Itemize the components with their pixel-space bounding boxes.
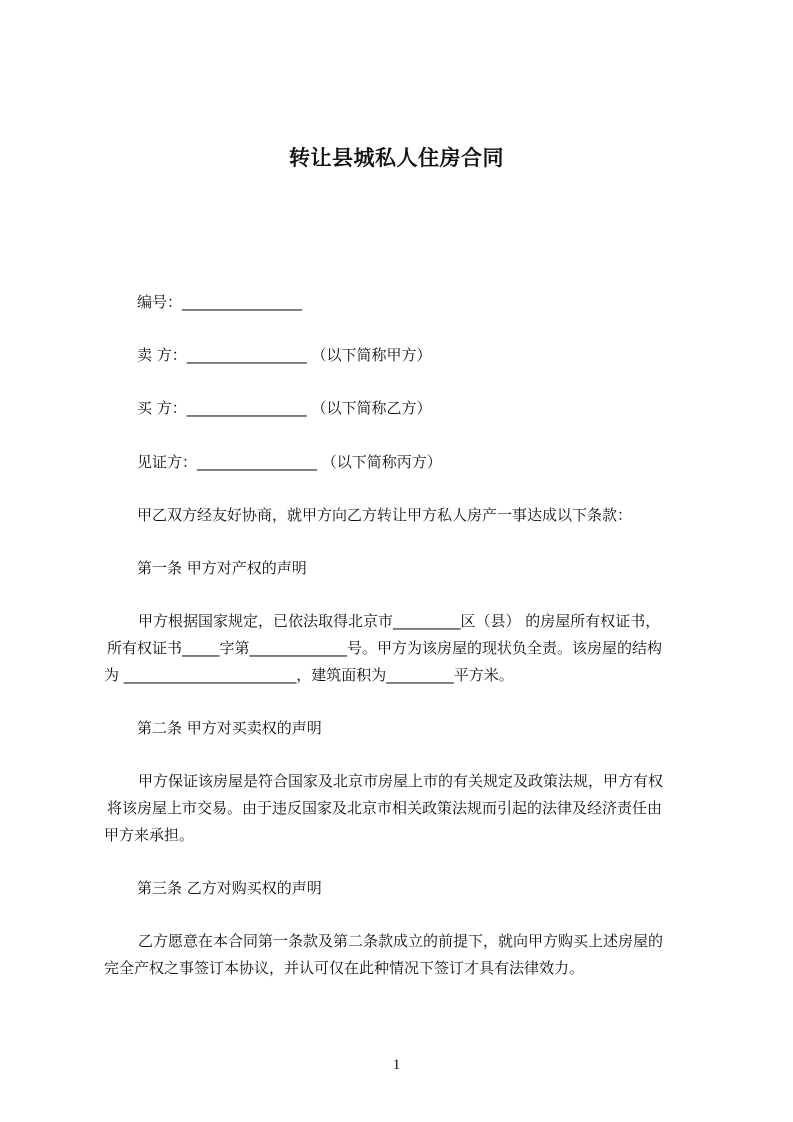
intro-paragraph: 甲乙双方经友好协商，就甲方向乙方转让甲方私人房产一事达成以下条款： bbox=[137, 506, 633, 524]
article-1-line-1: 甲方根据国家规定，已依法取得北京市_________区（县） 的房屋所有权证书， bbox=[138, 612, 661, 630]
seller-field: 卖 方：________________ （以下简称甲方） bbox=[137, 346, 432, 364]
article-2-line-2: 将该房屋上市交易。由于违反国家及北京市相关政策法规而引起的法律及经济责任由 bbox=[107, 799, 663, 817]
article-1-line-2: 所有权证书_____字第_____________号。甲方为该房屋的现状负全责。该房屋的结构 bbox=[107, 639, 663, 657]
buyer-field: 买 方：________________ （以下简称乙方） bbox=[137, 399, 432, 417]
article-3-line-2: 完全产权之事签订本协议，并认可仅在此种情况下签订才具有法律效力。 bbox=[104, 959, 585, 977]
contract-number-field: 编号：________________ bbox=[137, 293, 303, 311]
article-3-heading: 第三条 乙方对购买权的声明 bbox=[137, 879, 322, 897]
article-1-heading: 第一条 甲方对产权的声明 bbox=[137, 559, 307, 577]
document-title: 转让县城私人住房合同 bbox=[289, 146, 504, 170]
article-2-line-1: 甲方保证该房屋是符合国家及北京市房屋上市的有关规定及政策法规，甲方有权 bbox=[138, 772, 664, 790]
article-1-line-3: 为 _______________________，建筑面积为_________平方米。 bbox=[104, 666, 514, 684]
page-number: 1 bbox=[392, 1057, 401, 1073]
article-2-line-3: 甲方来承担。 bbox=[104, 826, 195, 844]
article-2-heading: 第二条 甲方对买卖权的声明 bbox=[137, 719, 322, 737]
witness-field: 见证方：________________ （以下简称丙方） bbox=[137, 453, 442, 471]
article-3-line-1: 乙方愿意在本合同第一条款及第二条款成立的前提下，就向甲方购买上述房屋的 bbox=[138, 932, 664, 950]
